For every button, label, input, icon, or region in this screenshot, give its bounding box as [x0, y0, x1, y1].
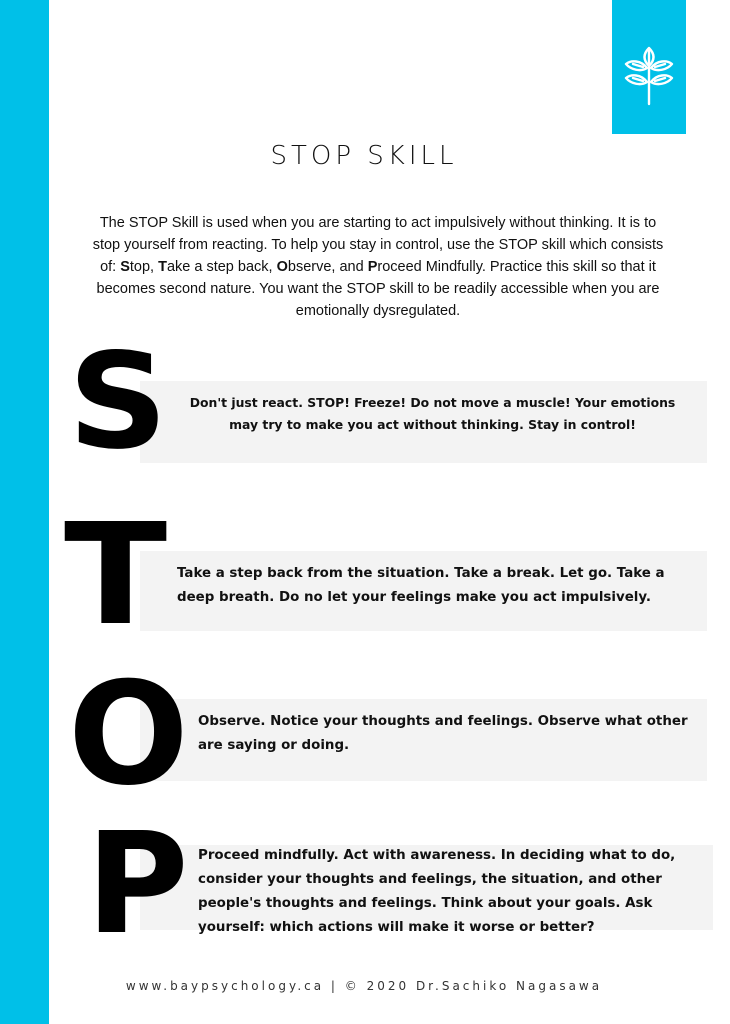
intro-line: becomes second nature. You want the STOP skill to be readily accessible when you are [96, 281, 660, 297]
footer-credit: www.baypsychology.ca | © 2020 Dr.Sachiko Nagasawa [125, 979, 603, 993]
step-p-text [198, 844, 703, 940]
intro-text: bserve, and [287, 259, 368, 275]
intro-text: ake a step back, [166, 259, 277, 275]
step-s-text [180, 392, 685, 436]
intro-text: roceed Mindfully. Practice this skill so that it [377, 259, 656, 275]
step-t-text [177, 562, 697, 610]
step-text-line: people's thoughts and feelings. Think about your goals. Ask [198, 896, 653, 911]
step-text-line: Take a step back from the situation. Take a break. Let go. Take a [177, 566, 665, 581]
intro-line [58, 256, 698, 278]
step-p-letter: P [86, 803, 189, 966]
step-s-letter: S [68, 325, 168, 479]
logo-box [612, 0, 686, 134]
step-text-line: consider your thoughts and feelings, the situation, and other [198, 872, 662, 887]
intro-bold-letter: S [120, 259, 130, 275]
intro-bold-letter: T [158, 259, 167, 275]
step-t-letter: T [64, 494, 168, 657]
intro-bold-letter: O [276, 259, 288, 275]
step-o-letter: O [68, 652, 189, 817]
step-o-text [198, 710, 703, 758]
step-text-line: deep breath. Do no let your feelings make you act impulsively. [177, 590, 651, 605]
left-accent-bar [0, 0, 49, 1024]
step-text-line: Proceed mindfully. Act with awareness. In deciding what to do, [198, 848, 676, 863]
intro-paragraph [58, 212, 698, 322]
step-text-line: Observe. Notice your thoughts and feelings. Observe what other [198, 714, 688, 729]
intro-line: stop yourself from reacting. To help you stay in control, use the STOP skill which consists [92, 237, 664, 253]
step-text-line: may try to make you act without thinking. Stay in control! [229, 417, 636, 432]
intro-line: emotionally dysregulated. [295, 303, 461, 319]
intro-text: of: [100, 259, 121, 275]
page-title: STOP SKILL [270, 141, 458, 171]
leaf-branch-icon [623, 44, 675, 106]
step-text-line: are saying or doing. [198, 738, 350, 753]
step-text-line: yourself: which actions will make it worse or better? [198, 920, 595, 935]
intro-line: The STOP Skill is used when you are starting to act impulsively without thinking. It is to [99, 215, 657, 231]
step-text-line: Don't just react. STOP! Freeze! Do not move a muscle! Your emotions [189, 395, 676, 410]
intro-text: top, [129, 259, 159, 275]
intro-bold-letter: P [367, 259, 378, 275]
